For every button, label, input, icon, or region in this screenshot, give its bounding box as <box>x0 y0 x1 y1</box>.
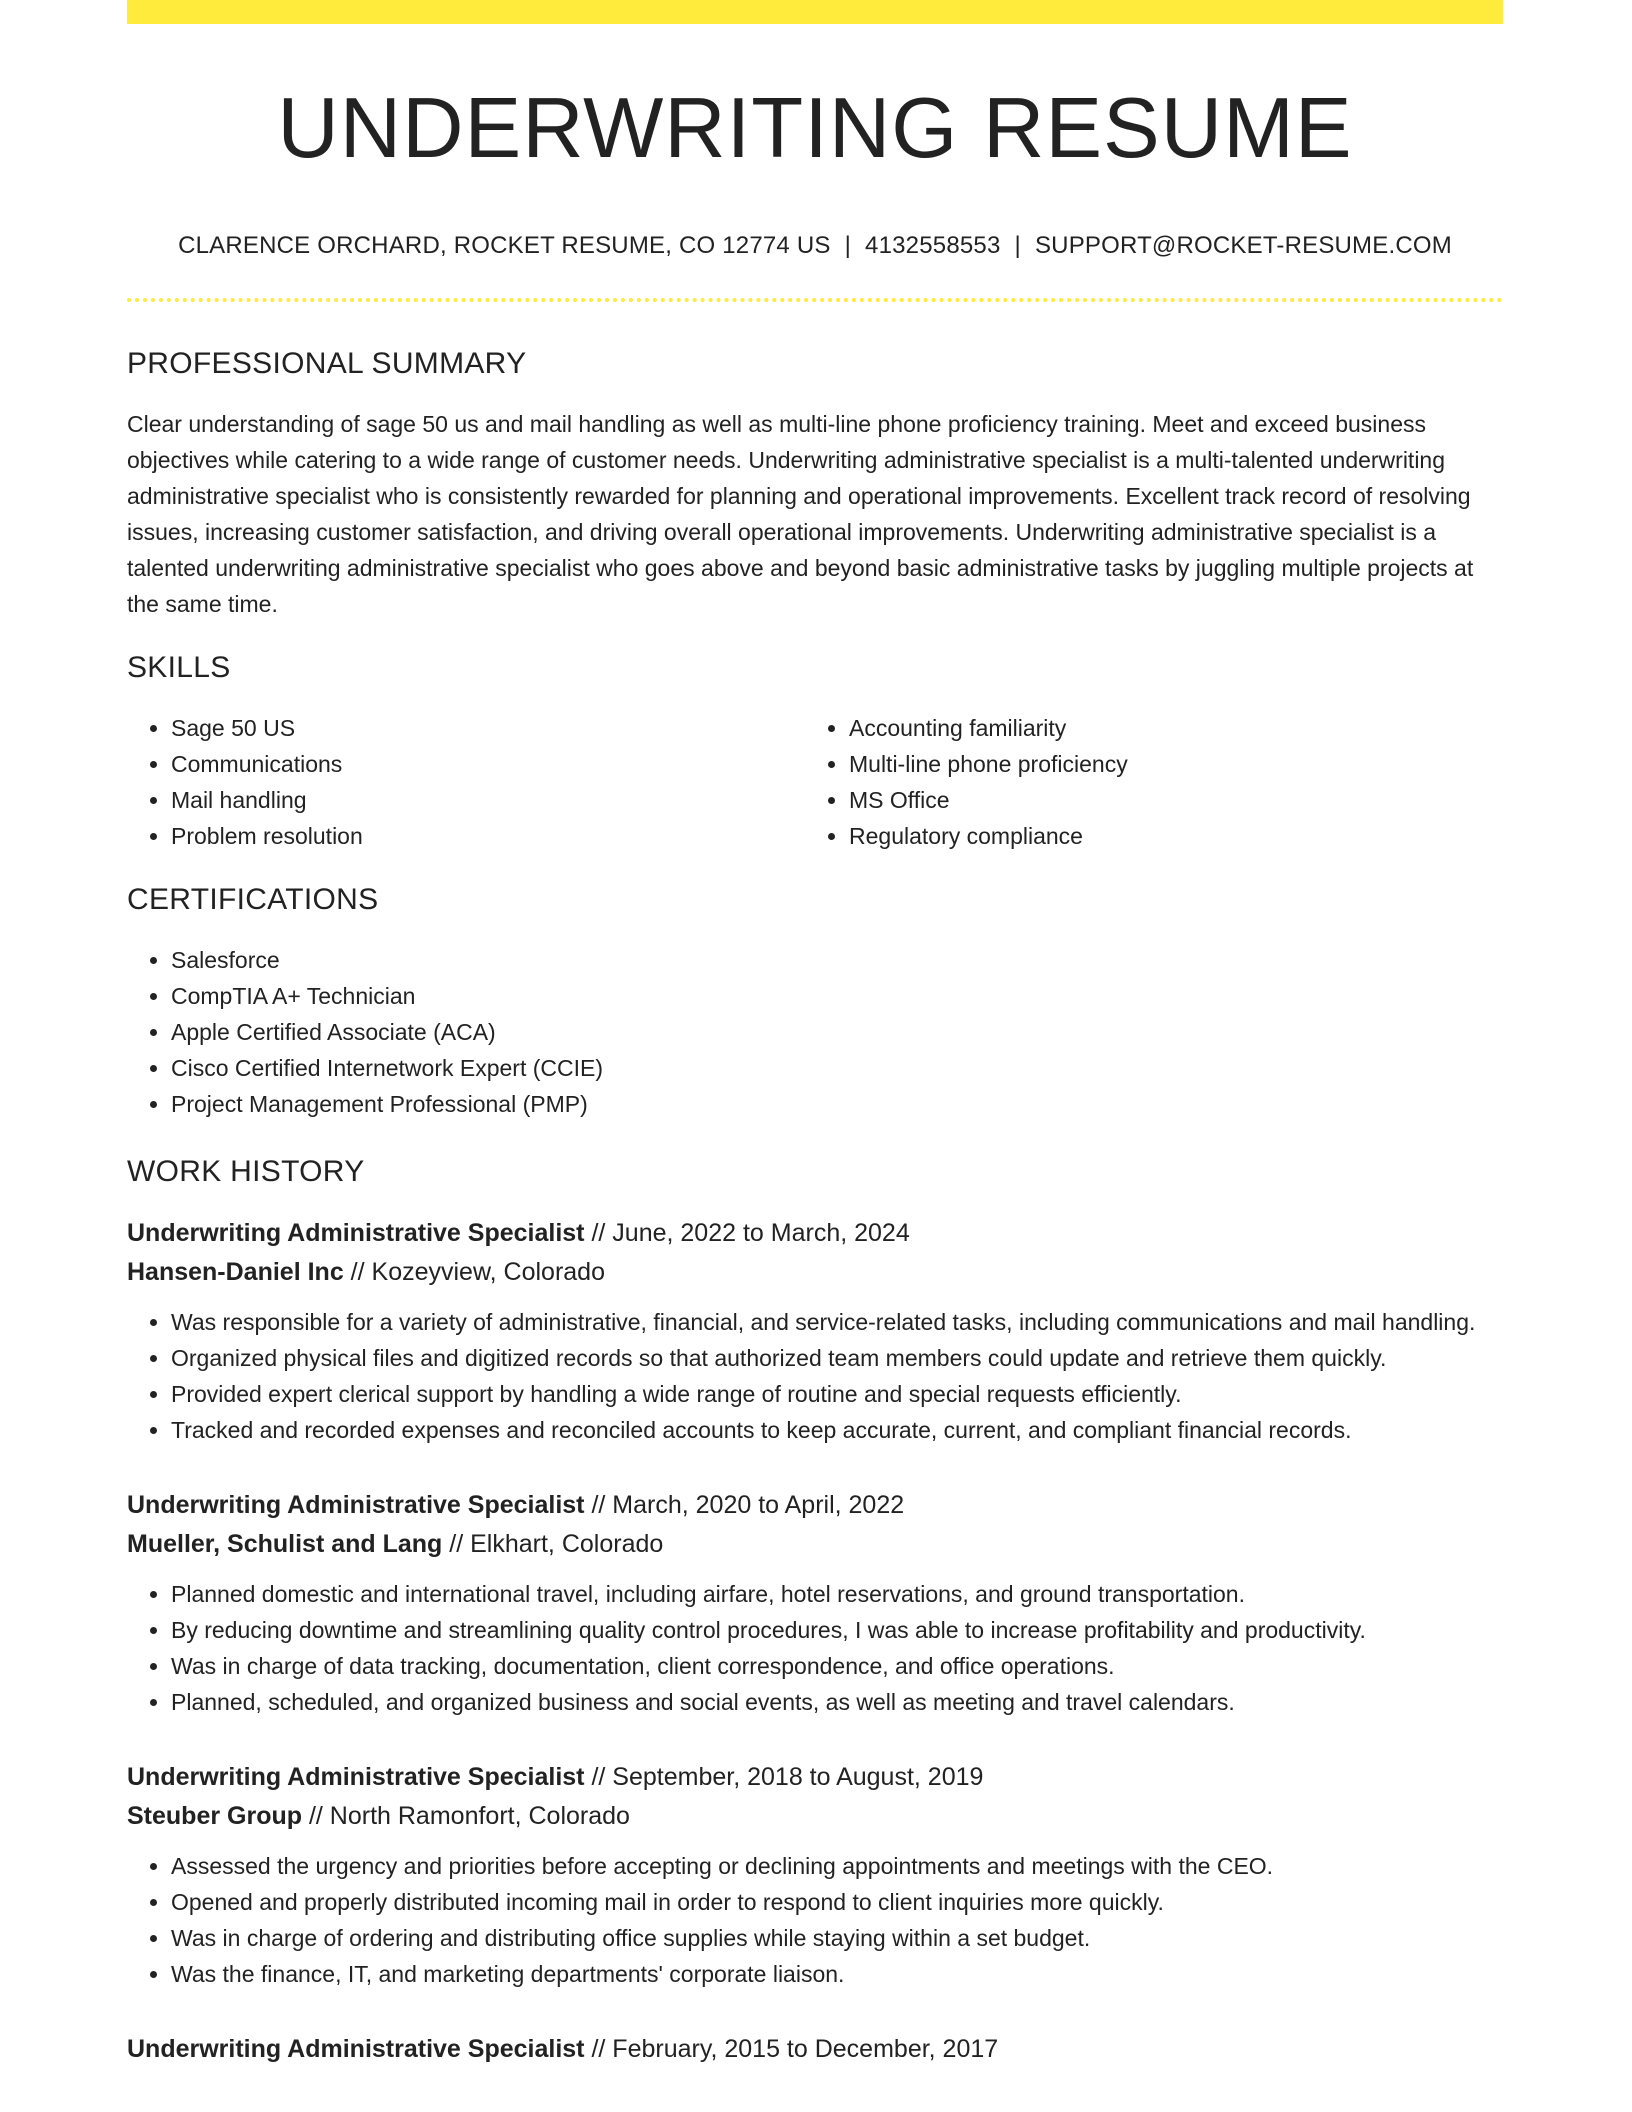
skill-item: • Problem resolution <box>171 818 805 854</box>
certification-item: • Cisco Certified Internetwork Expert (CCIE) <box>171 1050 1503 1086</box>
skills-heading: SKILLS <box>127 651 231 685</box>
job-duties <box>127 1576 1503 1720</box>
contact-email: SUPPORT@ROCKET-RESUME.COM <box>1034 231 1452 259</box>
job-duty: • Planned domestic and international travel, including airfare, hotel reservations, and ground transportation. <box>171 1576 1503 1612</box>
skill-item: • Accounting familiarity <box>849 710 1483 746</box>
job-duty: • By reducing downtime and streamlining quality control procedures, I was able to increase profitability and productivity. <box>171 1612 1503 1648</box>
job-title-line <box>127 1486 1503 1525</box>
skill-item: • Sage 50 US <box>171 710 805 746</box>
certifications-heading: CERTIFICATIONS <box>127 883 379 917</box>
job-title: Underwriting Administrative Specialist <box>127 2035 585 2064</box>
job-dates: // February, 2015 to December, 2017 <box>584 2035 999 2064</box>
contact-address: CLARENCE ORCHARD, ROCKET RESUME, CO 12774 US <box>178 231 831 259</box>
job-location: // Elkhart, Colorado <box>442 1530 664 1559</box>
job-duty: • Opened and properly distributed incoming mail in order to respond to client inquiries more quickly. <box>171 1884 1503 1920</box>
job-duties <box>127 1304 1503 1448</box>
job-duty: • Organized physical files and digitized records so that authorized team members could update and retrieve them quickly. <box>171 1340 1503 1376</box>
header-divider <box>127 298 1503 302</box>
job-title-line <box>127 1758 1503 1797</box>
job-title: Underwriting Administrative Specialist <box>127 1763 585 1792</box>
certifications-list <box>127 942 1503 1122</box>
job-location: // Kozeyview, Colorado <box>343 1258 605 1287</box>
job-title: Underwriting Administrative Specialist <box>127 1491 585 1520</box>
job-company: Hansen-Daniel Inc <box>127 1258 344 1287</box>
resume-title: UNDERWRITING RESUME <box>277 81 1353 176</box>
skill-item: • MS Office <box>849 782 1483 818</box>
job-title-line <box>127 1214 1503 1253</box>
contact-separator: | <box>844 231 852 259</box>
contact-line <box>127 232 1503 261</box>
job-duty: • Was in charge of ordering and distributing office supplies while staying within a set budget. <box>171 1920 1503 1956</box>
job-dates: // June, 2022 to March, 2024 <box>584 1219 910 1248</box>
job-duty: • Assessed the urgency and priorities before accepting or declining appointments and meetings with the CEO. <box>171 1848 1503 1884</box>
contact-separator: | <box>1014 231 1021 259</box>
job-duty: • Provided expert clerical support by handling a wide range of routine and special requests efficiently. <box>171 1376 1503 1412</box>
summary-heading: PROFESSIONAL SUMMARY <box>127 347 527 381</box>
skill-item: • Communications <box>171 746 805 782</box>
skill-item: • Mail handling <box>171 782 805 818</box>
job-entry <box>127 1758 1503 1992</box>
job-duty: • Was responsible for a variety of administrative, financial, and service-related tasks, including communications and mail handling. <box>171 1304 1503 1340</box>
job-title-line <box>127 2030 1503 2069</box>
job-company-line <box>127 1525 1503 1564</box>
job-location: // North Ramonfort, Colorado <box>302 1802 630 1831</box>
certification-item: • Apple Certified Associate (ACA) <box>171 1014 1503 1050</box>
job-entry <box>127 1486 1503 1720</box>
certification-item: • Salesforce <box>171 942 1503 978</box>
work-history-heading: WORK HISTORY <box>127 1155 365 1189</box>
job-duty: • Was in charge of data tracking, documentation, client correspondence, and office operations. <box>171 1648 1503 1684</box>
job-duty: • Planned, scheduled, and organized business and social events, as well as meeting and travel calendars. <box>171 1684 1503 1720</box>
certification-item: • CompTIA A+ Technician <box>171 978 1503 1014</box>
summary-text: Clear understanding of sage 50 us and mail handling as well as multi-line phone proficiency training. Meet and exceed business objectives while catering to a wide range of customer needs. Underwriting administrative specialist is a multi-talented underwriting administrative specialist who is consistently rewarded for planning and operational improvements. Excellent track record of resolving issues, increasing customer satisfaction, and driving overall operational improvements. Underwriting administrative specialist is a talented underwriting administrative specialist who goes above and beyond basic administrative tasks by juggling multiple projects at the same time. <box>127 411 1474 618</box>
resume-page <box>127 0 1503 2069</box>
job-duty: • Was the finance, IT, and marketing departments' corporate liaison. <box>171 1956 1503 1992</box>
job-dates: // March, 2020 to April, 2022 <box>584 1491 905 1520</box>
job-duty: • Tracked and recorded expenses and reconciled accounts to keep accurate, current, and compliant financial records. <box>171 1412 1503 1448</box>
job-duties <box>127 1848 1503 1992</box>
contact-phone: 4132558553 <box>865 231 1001 259</box>
skills-column-right <box>805 710 1483 854</box>
job-company: Steuber Group <box>127 1802 303 1831</box>
top-accent-bar <box>127 0 1503 24</box>
job-entry <box>127 1214 1503 1448</box>
skills-grid <box>127 710 1503 854</box>
skills-column-left <box>127 710 805 854</box>
job-dates: // September, 2018 to August, 2019 <box>584 1763 984 1792</box>
job-entry <box>127 2030 1503 2069</box>
job-title: Underwriting Administrative Specialist <box>127 1219 585 1248</box>
job-company: Mueller, Schulist and Lang <box>127 1530 443 1559</box>
job-company-line <box>127 1253 1503 1292</box>
certification-item: • Project Management Professional (PMP) <box>171 1086 1503 1122</box>
job-company-line <box>127 1797 1503 1836</box>
skill-item: • Regulatory compliance <box>849 818 1483 854</box>
skill-item: • Multi-line phone proficiency <box>849 746 1483 782</box>
